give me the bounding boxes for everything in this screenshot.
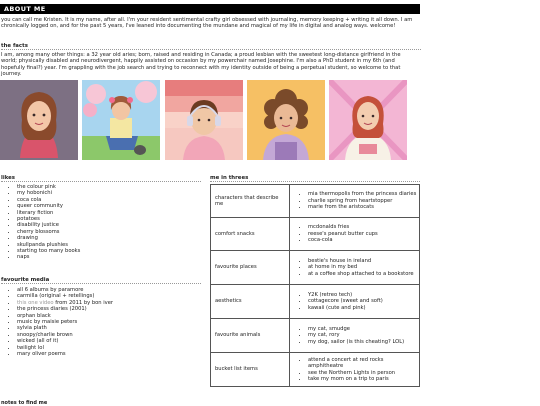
list-item: • take my mom on a trip to paris [308,376,417,382]
list-item: • charlie spring from heartstopper [308,198,417,204]
table-row [211,185,420,218]
row-label: bucket list items [211,353,290,387]
list-item: • my dog, sailor (is this cheating? LOL) [308,339,417,345]
list-item: • queer community [17,203,80,209]
list-item: • my cat, rory [308,332,417,338]
row-label: comfort snacks [211,218,290,251]
list-item: • marie from the aristocats [308,204,417,210]
table-row [211,353,420,387]
list-item: • kawaii (cute and pink) [308,305,417,311]
list-item: • mcdonalds fries [308,224,417,230]
video-link[interactable]: this one video [17,299,54,306]
row-label: favourite animals [211,319,290,353]
portrait-image [165,80,243,160]
portrait-image [329,80,407,160]
portrait-image [247,80,325,160]
list-item: • Y2K (retreo tech) [308,292,417,298]
table-row [211,319,420,353]
page-header: ABOUT ME [0,4,420,14]
row-label: favourite places [211,251,290,285]
list-item: • coca cola [17,197,80,203]
list-item: • reese's peanut butter cups [308,231,417,237]
list-item: • attend a concert at red rocks amphitheatre [308,357,417,370]
likes-heading: likes [1,175,201,182]
list-item: • starting too many books [17,248,80,254]
list-item: • my hobonichi [17,190,80,196]
list-item: • snoopy/charlie brown [17,332,113,338]
list-item: • at a coffee shop attached to a bookstore [308,271,417,277]
row-items [290,285,420,319]
list-item: • music by maisie peters [17,319,113,325]
row-label: aesthetics [211,285,290,319]
list-item: • skullpanda plushies [17,242,80,248]
threes-heading: me in threes [210,175,420,182]
footer-text: notes to find me [1,400,48,406]
facts-heading: the facts [1,43,421,50]
row-items [290,218,420,251]
table-row [211,218,420,251]
list-item: • my cat, smudge [308,326,417,332]
list-item: • orphan black [17,313,113,319]
row-items [290,251,420,285]
favourite-media-heading: favourite media [1,277,201,284]
list-item: • drawing [17,235,80,241]
row-label: characters that describe me [211,185,290,218]
list-item: • mary oliver poems [17,351,113,357]
list-item: • disability justice [17,222,80,228]
list-item: • at home in my bed [308,264,417,270]
portrait-gallery [0,80,420,160]
portrait-image [0,80,78,160]
list-item: • naps [17,254,80,260]
likes-list [1,184,80,261]
list-item: • bestie's house in ireland [308,258,417,264]
list-item: • sylvia plath [17,325,113,331]
list-item: • wicked (all of it) [17,338,113,344]
list-item: • cottagecore (sweet and soft) [308,298,417,304]
list-item: • potatoes [17,216,80,222]
row-items [290,353,420,387]
list-item-text: from 2011 by bon iver [53,299,114,306]
favourite-media-list [1,287,113,357]
list-item: • the colour pink [17,184,80,190]
list-item: • the princess diaries (2001) [17,306,113,312]
row-items [290,319,420,353]
table-row [211,251,420,285]
intro-text: you can call me Kristen. It is my name, after all. I'm your resident sentimental crafty girl obsessed with journaling, memory keeping + writing it all down. I am chronically logged on, and for the past 5 years, I've leaned into documenting the mundane and magical of my life in digital and analog ways. welcome! [1,17,413,30]
list-item: • twilight lol [17,345,113,351]
portrait-image [82,80,160,160]
row-items [290,185,420,218]
list-item: • cherry blossoms [17,229,80,235]
list-item: • all 6 albums by paramore [17,287,113,293]
table-row [211,285,420,319]
list-item: • literary fiction [17,210,80,216]
list-item: • mia thermopolis from the princess diaries [308,191,417,197]
list-item: • see the Northern Lights in person [308,370,417,376]
list-item: • coca-cola [308,237,417,243]
facts-text: I am, among many other things: a 32 year old aries; born, raised and residing in Canada; a proud lesbian with the sweetest long-distance girlfriend in the world; physically disabled and neurodivergent, happily assisted on occasion by my powerchair named Josephine. I'm also a PhD student in my 6th (and hopefully final?) year. I'm grappling with the job search and trying to reconnect with my identity outside of being a perpetual student, so welcome to that journey. [1,52,401,78]
threes-table [210,184,420,387]
list-item: • carmilla (original + retellings) [17,293,113,299]
